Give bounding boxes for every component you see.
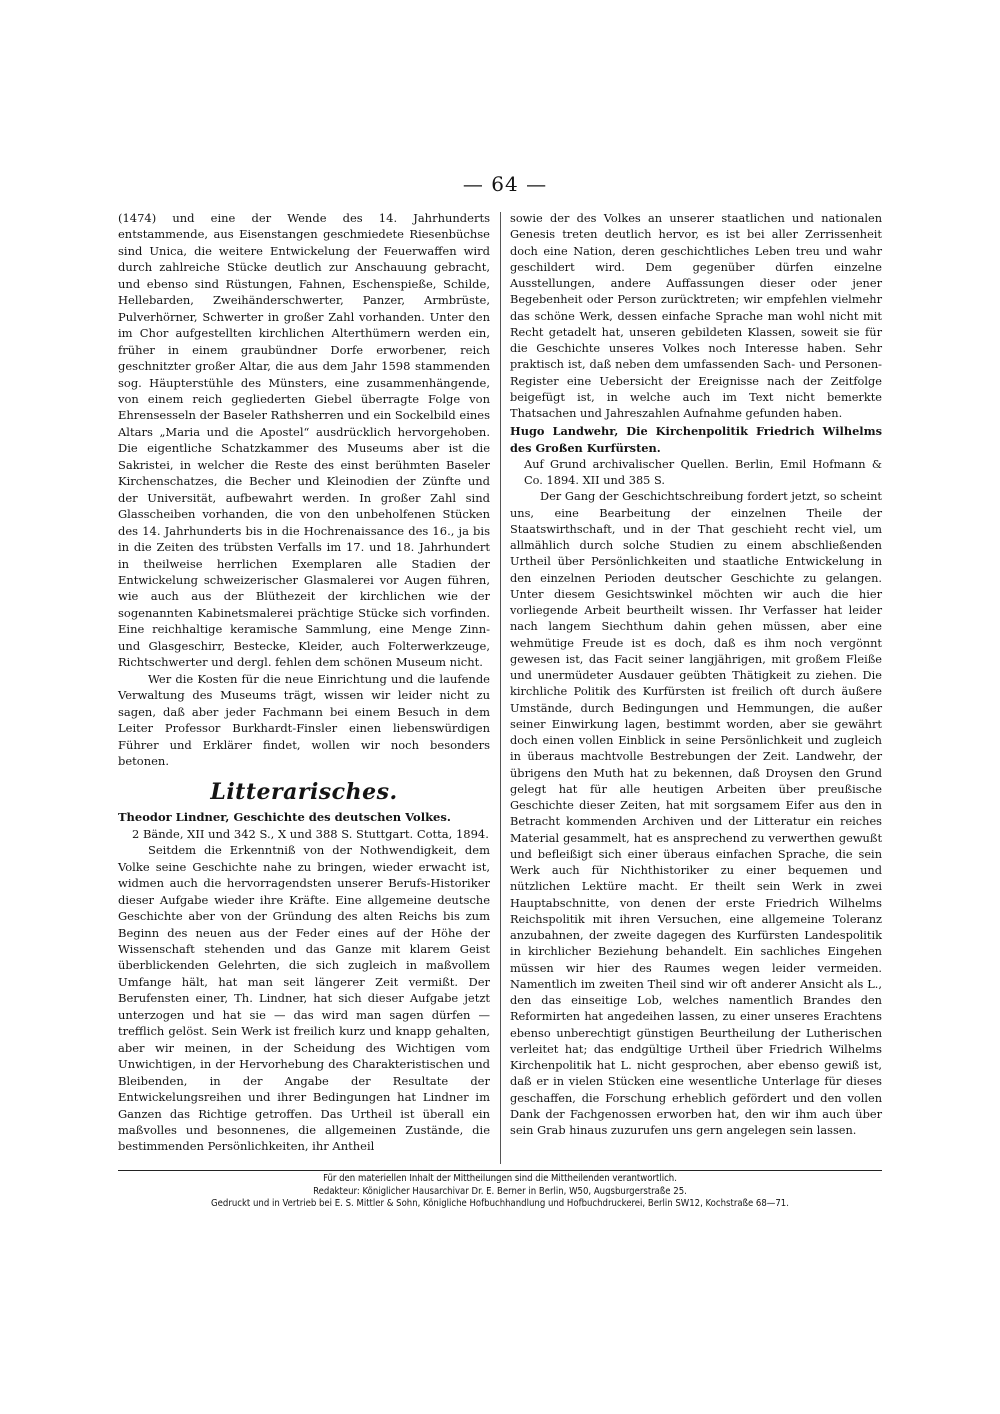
bibliography-entry xyxy=(510,423,882,488)
left-column xyxy=(118,210,490,1155)
footer-editor: Redakteur: Königlicher Hausarchivar Dr. E. Berner in Berlin, W50, Augsburgerstraße 25. xyxy=(313,1185,687,1197)
footer-printer: Gedruckt und in Vertrieb bei E. S. Mittler & Sohn, Königliche Hofbuchhandlung und Hofbuchdruckerei, Berlin SW12, Kochstraße 68—71. xyxy=(211,1198,789,1209)
entry-title: Theodor Lindner, Geschichte des deutschen Volkes. xyxy=(118,810,451,825)
body-paragraph: (1474) und eine der Wende des 14. Jahrhunderts entstammende, aus Eisenstangen geschmiedete Riesenbüchse sind Unica, die weitere Entwickelung der Feuerwaffen wird durch zahlreiche Stücke deutlich zur Anschauung gebracht, und ebenso sind Rüstungen, Fahnen, Eschenspieße, Schilde, Hellebarden, Zweihänderschwerter, Panzer, Armbrüste, Pulverhörner, Schwerter in großer Zahl vorhanden. Unter den im Chor aufgestellten kirchlichen Alterthümern werden ein, früher in einem graubündner Dorfe erworbener, reich geschnitzter großer Altar, die aus dem Jahr 1598 stammenden sog. Häupterstühle des Münsters, eine zusammenhängende, von einem reich gegliederten Giebel überragte Folge von Ehrensesseln der Baseler Rathsherren und ein Sockelbild eines Altars „Maria und die Apostel“ ausdrücklich hervorgehoben. Die eigentliche Schatzkammer des Museums aber ist die Sakristei, in welcher die Reste des einst berühmten Baseler Kirchenschatzes, die Becher und Kleinodien der Zünfte und der Universität, aufbewahrt werden. In großer Zahl sind Glasscheiben vorhanden, die von den unbeholfenen Stücken des 14. Jahrhunderts bis in die Hochrenaissance des 16., ja bis in die Zeiten des trübsten Verfalls im 17. und 18. Jahrhundert in theilweise herrlichen Exemplaren alle Stadien der Entwickelung schweizerischer Glasmalerei vor Augen führen, wie auch aus der Blüthezeit der kirchlichen wie der sogenannten Kabinetsmalerei prächtige Stücke sich vorfinden. Eine reichhaltige keramische Sammlung, eine Menge Zinn- und Glasgeschirr, Bestecke, Kleider, auch Folterwerkzeuge, Richtschwerter und dergl. fehlen dem schönen Museum nicht. xyxy=(118,211,490,670)
entry-title: Hugo Landwehr, Die Kirchenpolitik Friedrich Wilhelms des Großen Kurfürsten. xyxy=(510,424,882,455)
bibliography-entry xyxy=(118,809,490,842)
page-number: — 64 — xyxy=(462,172,548,196)
right-column xyxy=(510,210,882,1138)
review-continuation: sowie der des Volkes an unserer staatlichen und nationalen Genesis treten deutlich hervor, es ist bei aller Zerrissenheit doch eine Nation, deren geschichtliches Leben treu und wahr geschildert wird. Dem gegenüber dürfen einzelne Ausstellungen, andere Auffassungen dieser oder jener Begebenheit oder Person zurücktreten; wir empfehlen vielmehr das schöne Werk, dessen einfache Sprache man wohl nicht mit Recht getadelt hat, unseren gebildeten Klassen, soweit sie für die Geschichte unseres Volkes noch Interesse haben. Sehr praktisch ist, daß neben dem umfassenden Sach- und Personen-Register eine Uebersicht der Ereignisse nach der Zeitfolge beigefügt ist, in welche auch im Text nicht bemerkte Thatsachen und Jahreszahlen Aufnahme gefunden haben. xyxy=(510,211,882,420)
review-paragraph: Der Gang der Geschichtschreibung fordert jetzt, so scheint uns, eine Bearbeitung der einzelnen Theile der Staatswirthschaft, und in der That geschieht recht viel, um allmählich durch solche Studien zu einem abschließenden Urtheil über Persönlichkeiten und staatliche Entwickelung in den einzelnen Perioden deutscher Geschichte zu gelangen. Unter diesem Gesichtswinkel möchten wir auch die hier vorliegende Arbeit beurtheilt wissen. Ihr Verfasser hat leider nach langem Siechthum dahin gehen müssen, aber eine wehmütige Freude ist es doch, daß es ihm noch vergönnt gewesen ist, das Facit seiner langjährigen, mit großem Fleiße und unermüdeter Ausdauer geübten Thätigkeit zu ziehen. Die kirchliche Politik des Kurfürsten ist freilich oft durch äußere Umstände, durch Bedingungen und Hemmungen, die außer seiner Einwirkung lagen, bestimmt worden, aber sie gewährt doch einen vollen Einblick in seine Persönlichkeit und zugleich in überaus machtvolle Bestrebungen der Zeit. Landwehr, der übrigens den Muth hat zu bekennen, daß Droysen den Grund gelegt hat für alle heutigen Arbeiten über preußische Geschichte dieser Zeiten, hat mit sorgsamem Eifer aus den in Betracht kommenden Archiven und der Litteratur ein reiches Material gesammelt, hat es ansprechend zu verwerthen gewußt und befleißigt sich einer überaus einfachen Sprache, die sein Werk auch für Nichthistoriker zu einer bequemen und nützlichen Lektüre macht. Er theilt sein Werk in zwei Hauptabschnitte, von denen der erste Friedrich Wilhelms Reichspolitik mit ihren Versuchen, eine allgemeine Toleranz anzubahnen, der zweite dagegen des Kurfürsten Landespolitik in kirchlicher Beziehung behandelt. Ein sachliches Eingehen müssen wir hier des Raumes wegen leider vermeiden. Namentlich im zweiten Theil sind wir oft anderer Ansicht als L., den das einseitige Lob, welches namentlich Brandes den Reformirten hat angedeihen lassen, zu einer unseres Erachtens ebenso unberechtigt günstigen Beurtheilung der Lutherischen verleitet hat; das endgültige Urtheil über Friedrich Wilhelms Kirchenpolitik hat L. nicht gesprochen, aber ebenso gewiß ist, daß er in vielen Stücken eine wesentliche Unterlage für dieses geschaffen, die Forschung erheblich gefördert und den vollen Dank der Fachgenossen erworben hat, den wir ihm auch über sein Grab hinaus zuzurufen uns gern angelegen sein lassen. xyxy=(510,489,882,1137)
imprint-footer xyxy=(0,1173,1000,1211)
entry-details: Auf Grund archivalischer Quellen. Berlin, Emil Hofmann & Co. 1894. XII und 385 S. xyxy=(524,456,882,487)
review-paragraph: Seitdem die Erkenntniß von der Nothwendigkeit, dem Volke seine Geschichte nahe zu bringen, wieder erwacht ist, widmen auch die hervorragendsten unserer Berufs-Historiker dieser Aufgabe wieder ihre Kräfte. Eine allgemeine deutsche Geschichte aber von der Gründung des alten Reichs bis zum Beginn des neuen aus der Feder eines auf der Höhe der Wissenschaft stehenden und das Ganze mit klarem Geist überblickenden Gelehrten, die sich zugleich in maßvollem Umfange hält, hat man seit längerer Zeit vermißt. Der Berufensten einer, Th. Lindner, hat sich dieser Aufgabe jetzt unterzogen und hat sie — das wird man sagen dürfen — trefflich gelöst. Sein Werk ist freilich kurz und knapp gehalten, aber wir meinen, in der Scheidung des Wichtigen vom Unwichtigen, in der Hervorhebung des Charakteristischen und Bleibenden, in der Angabe der Resultate der Entwickelungsreihen und ihrer Bedingungen hat Lindner im Ganzen das Richtige getroffen. Das Urtheil ist überall ein maßvolles und besonnenes, die allgemeinen Zustände, die bestimmenden Persönlichkeiten, ihr Antheil xyxy=(118,843,490,1154)
body-paragraph: Wer die Kosten für die neue Einrichtung und die laufende Verwaltung des Museums trägt, wissen wir leider nicht zu sagen, daß aber jeder Fachmann bei einem Besuch in dem Leiter Professor Burkhardt-Finsler einen liebenswürdigen Führer und Erklärer findet, wollen wir noch besonders betonen. xyxy=(118,671,490,768)
section-heading: Litterarisches. xyxy=(210,779,398,806)
footer-rule xyxy=(118,1170,882,1171)
column-divider xyxy=(500,212,501,1164)
footer-responsibility: Für den materiellen Inhalt der Mittheilungen sind die Mittheilenden verantwortlich. xyxy=(323,1173,677,1184)
entry-details: 2 Bände, XII und 342 S., X und 388 S. Stuttgart. Cotta, 1894. xyxy=(132,826,489,841)
